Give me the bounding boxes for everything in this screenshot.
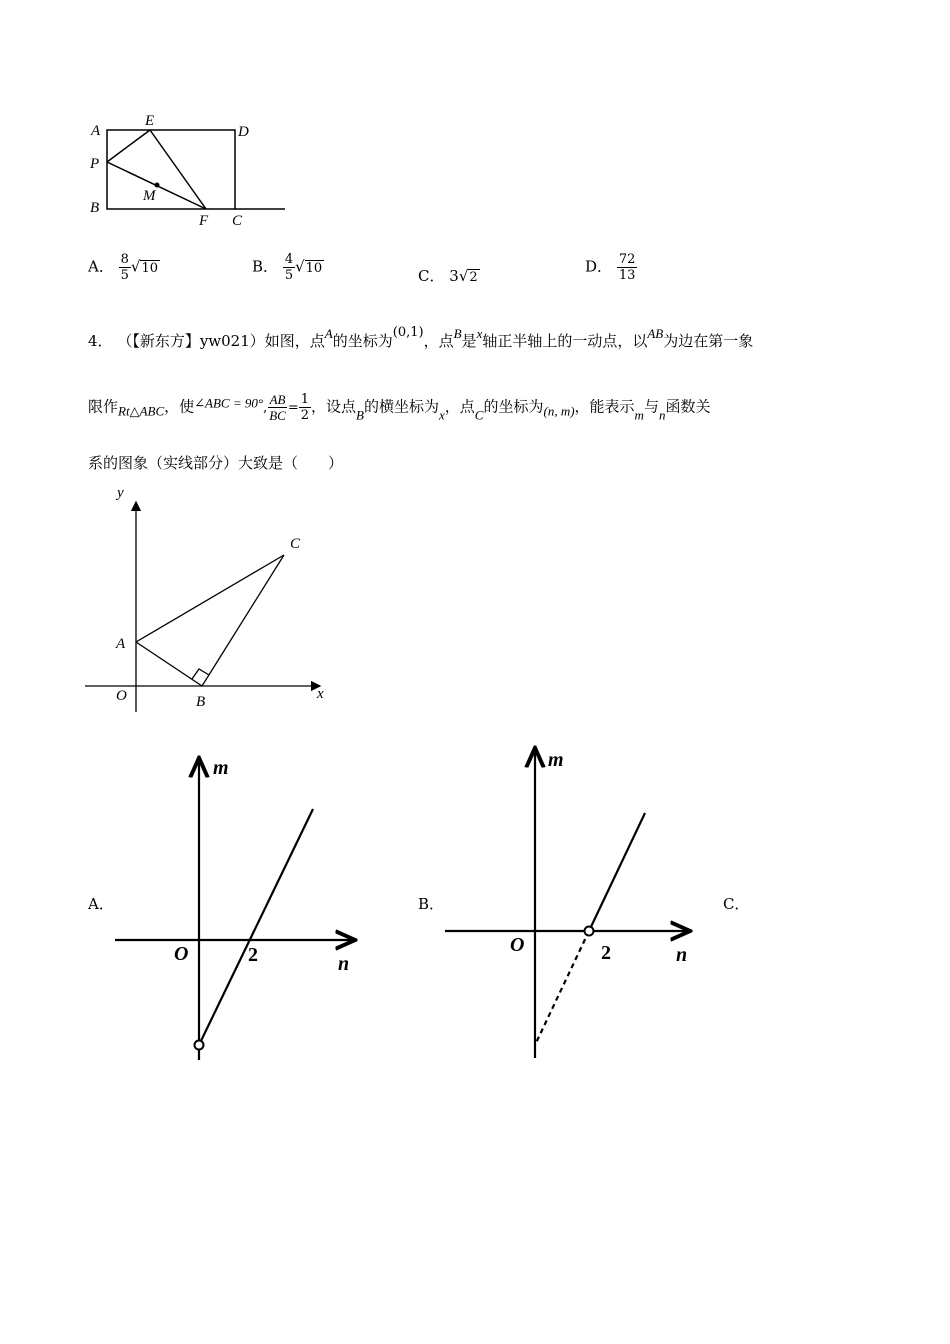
q4-line-1 — [88, 325, 753, 351]
var-x-inline: x — [476, 326, 483, 341]
label-x: x — [317, 686, 324, 702]
tick-label-2: 2 — [248, 944, 258, 966]
text: 的横坐标为 — [363, 397, 439, 416]
point-b-inline: B — [453, 326, 462, 341]
equals-sign: = — [287, 400, 299, 416]
label-o: O — [116, 688, 127, 704]
label-b: B — [196, 694, 206, 710]
label-b: B — [90, 200, 100, 216]
label-o: O — [174, 943, 189, 965]
var-n-inline: n — [658, 407, 666, 423]
segment-ab — [136, 642, 202, 686]
q3-option-a[interactable] — [88, 252, 160, 283]
ratio-ab-bc — [267, 392, 288, 423]
point-a-inline: A — [324, 326, 333, 341]
label-m: M — [143, 188, 156, 204]
tick-label-2: 2 — [601, 942, 611, 964]
q3-option-d[interactable] — [585, 252, 637, 283]
text: ，设点 — [311, 397, 357, 416]
denominator: 5 — [284, 268, 294, 283]
radicand: 10 — [141, 260, 159, 276]
text: 与 — [643, 397, 659, 416]
angle-condition: ∠ABC = 90° — [194, 395, 264, 411]
q3-option-b[interactable] — [252, 252, 324, 283]
label-c: C — [290, 536, 301, 552]
text: 系的图象（实线部分）大致是（ ） — [88, 454, 344, 472]
segment-ac — [136, 555, 284, 642]
label-c: C — [232, 213, 243, 229]
triangle-name: Rt△ABC — [118, 403, 165, 419]
radicand: 10 — [305, 260, 323, 276]
graph-line-solid — [589, 813, 645, 931]
rect-abcd — [107, 130, 235, 209]
option-letter: D． — [585, 257, 613, 276]
label-e: E — [145, 113, 155, 129]
text: ，使 — [164, 397, 195, 416]
q3-option-c[interactable] — [418, 265, 480, 286]
sqrt-sign: √ — [295, 257, 305, 276]
text: ，点 — [423, 332, 454, 350]
label-a: A — [116, 636, 126, 652]
coefficient: 3 — [449, 267, 459, 285]
ratio-half — [299, 392, 311, 423]
graph-option-b-label[interactable]: B． — [418, 895, 445, 913]
text: 轴正半轴上的一动点，以 — [482, 332, 648, 350]
coord-c: (n, m) — [543, 403, 575, 419]
text: ，点 — [444, 397, 475, 416]
graph-option-a-label[interactable]: A． — [88, 895, 114, 913]
text: 的坐标为 — [483, 397, 544, 416]
text: ，能表示 — [574, 397, 635, 416]
text: 函数关 — [665, 397, 711, 416]
label-m: m — [548, 749, 564, 771]
coordinate-figure — [80, 480, 340, 715]
graph-option-a[interactable] — [110, 750, 370, 1065]
option-letter: B． — [252, 257, 279, 276]
graph-line-dashed — [535, 931, 589, 1045]
label-o: O — [510, 934, 525, 956]
numerator: 1 — [300, 392, 310, 407]
segment-ef — [150, 130, 206, 209]
label-n: n — [676, 944, 688, 966]
label-f: F — [199, 213, 209, 229]
segment-pe — [107, 130, 150, 162]
radicand: 2 — [469, 270, 478, 285]
option-letter: A． — [88, 257, 114, 276]
q4-line-2: 限作Rt△ABC，使∠ABC = 90°, $\frac{AB}{BC}$ = $\frac{1}{2}$ ，设点B的横坐标为x，点C的坐标为(n, m)，能表示m与n函数关 — [88, 392, 711, 423]
question-number: 4． — [88, 332, 113, 350]
text: 是 — [461, 332, 477, 350]
rectangle-figure — [80, 105, 300, 235]
open-endpoint — [195, 1041, 204, 1050]
numerator: 4 — [284, 252, 294, 267]
coord-a: (0,1) — [392, 325, 424, 340]
fraction — [119, 252, 131, 283]
graph-option-b[interactable] — [440, 740, 700, 1065]
fraction — [617, 252, 638, 283]
sqrt-sign: √ — [130, 257, 141, 276]
text: （【新东方】yw021）如图，点 — [117, 332, 325, 350]
segment-bc — [202, 555, 284, 686]
fraction — [283, 252, 295, 283]
point-m — [155, 183, 160, 188]
q4-line-3 — [88, 452, 343, 473]
label-p: P — [90, 156, 100, 172]
label-y: y — [117, 485, 124, 501]
label-n: n — [338, 953, 350, 975]
var-m-inline: m — [634, 407, 644, 423]
option-letter: C． — [418, 267, 445, 285]
point-b-inline: B — [356, 407, 364, 423]
numerator: AB — [269, 392, 286, 407]
label-a: A — [91, 123, 101, 139]
open-endpoint — [585, 927, 594, 936]
denominator: 13 — [618, 268, 636, 283]
text: 为边在第一象 — [663, 332, 754, 350]
right-angle-mark — [192, 669, 209, 679]
denominator: BC — [269, 408, 286, 423]
graph-line-solid — [199, 809, 313, 1045]
graph-option-c-label[interactable]: C． — [723, 895, 750, 913]
numerator: 72 — [618, 252, 636, 267]
text: 的坐标为 — [332, 332, 393, 350]
label-d: D — [238, 124, 249, 140]
segment-ab-inline: AB — [647, 326, 664, 341]
text: 限作 — [88, 397, 119, 416]
sqrt-sign: √ — [458, 267, 469, 285]
label-m: m — [213, 757, 229, 779]
denominator: 5 — [120, 268, 129, 283]
var-x-inline: x — [439, 407, 445, 423]
numerator: 8 — [120, 252, 129, 267]
point-c-inline: C — [474, 407, 484, 423]
denominator: 2 — [300, 408, 310, 423]
